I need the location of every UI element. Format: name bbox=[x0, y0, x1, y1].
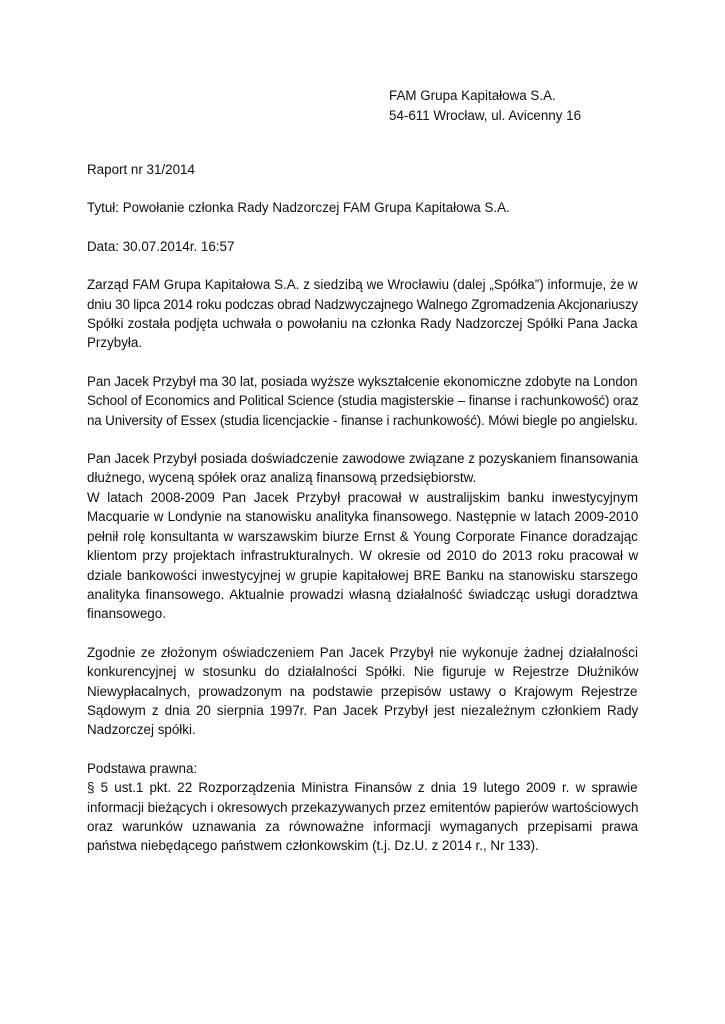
sender-address: 54-611 Wrocław, ul. Avicenny 16 bbox=[389, 108, 582, 123]
paragraph-line: Zarząd FAM Grupa Kapitałowa S.A. z siedzibą we Wrocławiu (dalej „Spółka”) informuje, że w bbox=[87, 277, 638, 293]
legal-basis-line: informacji bieżących i okresowych przekazywanych przez emitentów papierów wartościowych bbox=[87, 799, 639, 815]
legal-basis-line: oraz warunków uznawania za równoważne informacji wymaganych przepisami prawa bbox=[87, 818, 639, 834]
legal-basis-line: państwa niebędącego państwem członkowskim (t.j. Dz.U. z 2014 r., Nr 133). bbox=[87, 838, 539, 854]
legal-basis bbox=[87, 759, 638, 856]
paragraph-line: analityka finansowego. Aktualnie prowadzi własną działalność świadcząc usługi doradztwa bbox=[87, 586, 638, 602]
paragraph-declaration bbox=[87, 643, 638, 740]
paragraph-line: pełnił rolę konsultanta w warszawskim biurze Ernst & Young Corporate Finance doradzając bbox=[87, 528, 638, 544]
paragraph-line: Zgodnie ze złożonym oświadczeniem Pan Jacek Przybył nie wykonuje żadnej działalności bbox=[87, 644, 638, 660]
paragraph-line: konkurencyjnej w stosunku do działalności Spółki. Nie figuruje w Rejestrze Dłużników bbox=[87, 664, 639, 680]
paragraph-line: Sądowym z dnia 20 sierpnia 1997r. Pan Jacek Przybył jest niezależnym członkiem Rady bbox=[87, 702, 639, 718]
paragraph-education bbox=[87, 372, 638, 430]
paragraph-line: dłużnego, wyceną spółek oraz analizą finansową przedsiębiorstw. bbox=[87, 470, 477, 486]
paragraph-experience bbox=[87, 449, 638, 624]
paragraph-line: School of Economics and Political Science (studia magisterskie – finanse i rachunkowość) oraz bbox=[87, 393, 639, 409]
paragraph-line: klientom przy projektach infrastrukturalnych. W okresie od 2010 do 2013 roku pracował w bbox=[87, 548, 639, 564]
paragraph-line: finansowego. bbox=[87, 606, 166, 622]
paragraph-line: na University of Essex (studia licencjackie - finanse i rachunkowość). Mówi biegle po angielsku. bbox=[87, 412, 638, 428]
paragraph-line: Przybyła. bbox=[87, 335, 143, 351]
report-body bbox=[87, 160, 638, 856]
report-date: Data: 30.07.2014r. 16:57 bbox=[87, 238, 235, 254]
report-title: Tytuł: Powołanie członka Rady Nadzorczej FAM Grupa Kapitałowa S.A. bbox=[87, 200, 510, 216]
paragraph-line: dniu 30 lipca 2014 roku podczas obrad Nadzwyczajnego Walnego Zgromadzenia Akcjonariuszy bbox=[87, 296, 638, 312]
paragraph-line: Nadzorczej spółki. bbox=[87, 722, 196, 738]
paragraph-line: Pan Jacek Przybył posiada doświadczenie zawodowe związane z pozyskaniem finansowania bbox=[87, 451, 639, 467]
report-number: Raport nr 31/2014 bbox=[87, 162, 195, 177]
paragraph-line: Pan Jacek Przybył ma 30 lat, posiada wyższe wykształcenie ekonomiczne zdobyte na London bbox=[87, 373, 638, 389]
paragraph-line: dziale bankowości inwestycyjnej w grupie kapitałowej BRE Banku na stanowisku starszego bbox=[87, 567, 638, 583]
legal-basis-line: § 5 ust.1 pkt. 22 Rozporządzenia Ministra Finansów z dnia 19 lutego 2009 r. w sprawie bbox=[87, 780, 638, 796]
sender-name: FAM Grupa Kapitałowa S.A. bbox=[389, 88, 556, 103]
paragraph-announcement bbox=[87, 275, 638, 353]
paragraph-line: Niewypłacalnych, prowadzonym na podstawie przepisów ustawy o Krajowym Rejestrze bbox=[87, 683, 638, 699]
paragraph-line: W latach 2008-2009 Pan Jacek Przybył pracował w australijskim banku inwestycyjnym bbox=[87, 489, 639, 505]
sender-block bbox=[389, 86, 581, 126]
legal-basis-heading: Podstawa prawna: bbox=[87, 760, 198, 776]
paragraph-line: Macquarie w Londynie na stanowisku analityka finansowego. Następnie w latach 2009-2010 bbox=[87, 509, 639, 525]
paragraph-line: Spółki została podjęta uchwała o powołaniu na członka Rady Nadzorczej Spółki Pana Jacka bbox=[87, 316, 638, 332]
